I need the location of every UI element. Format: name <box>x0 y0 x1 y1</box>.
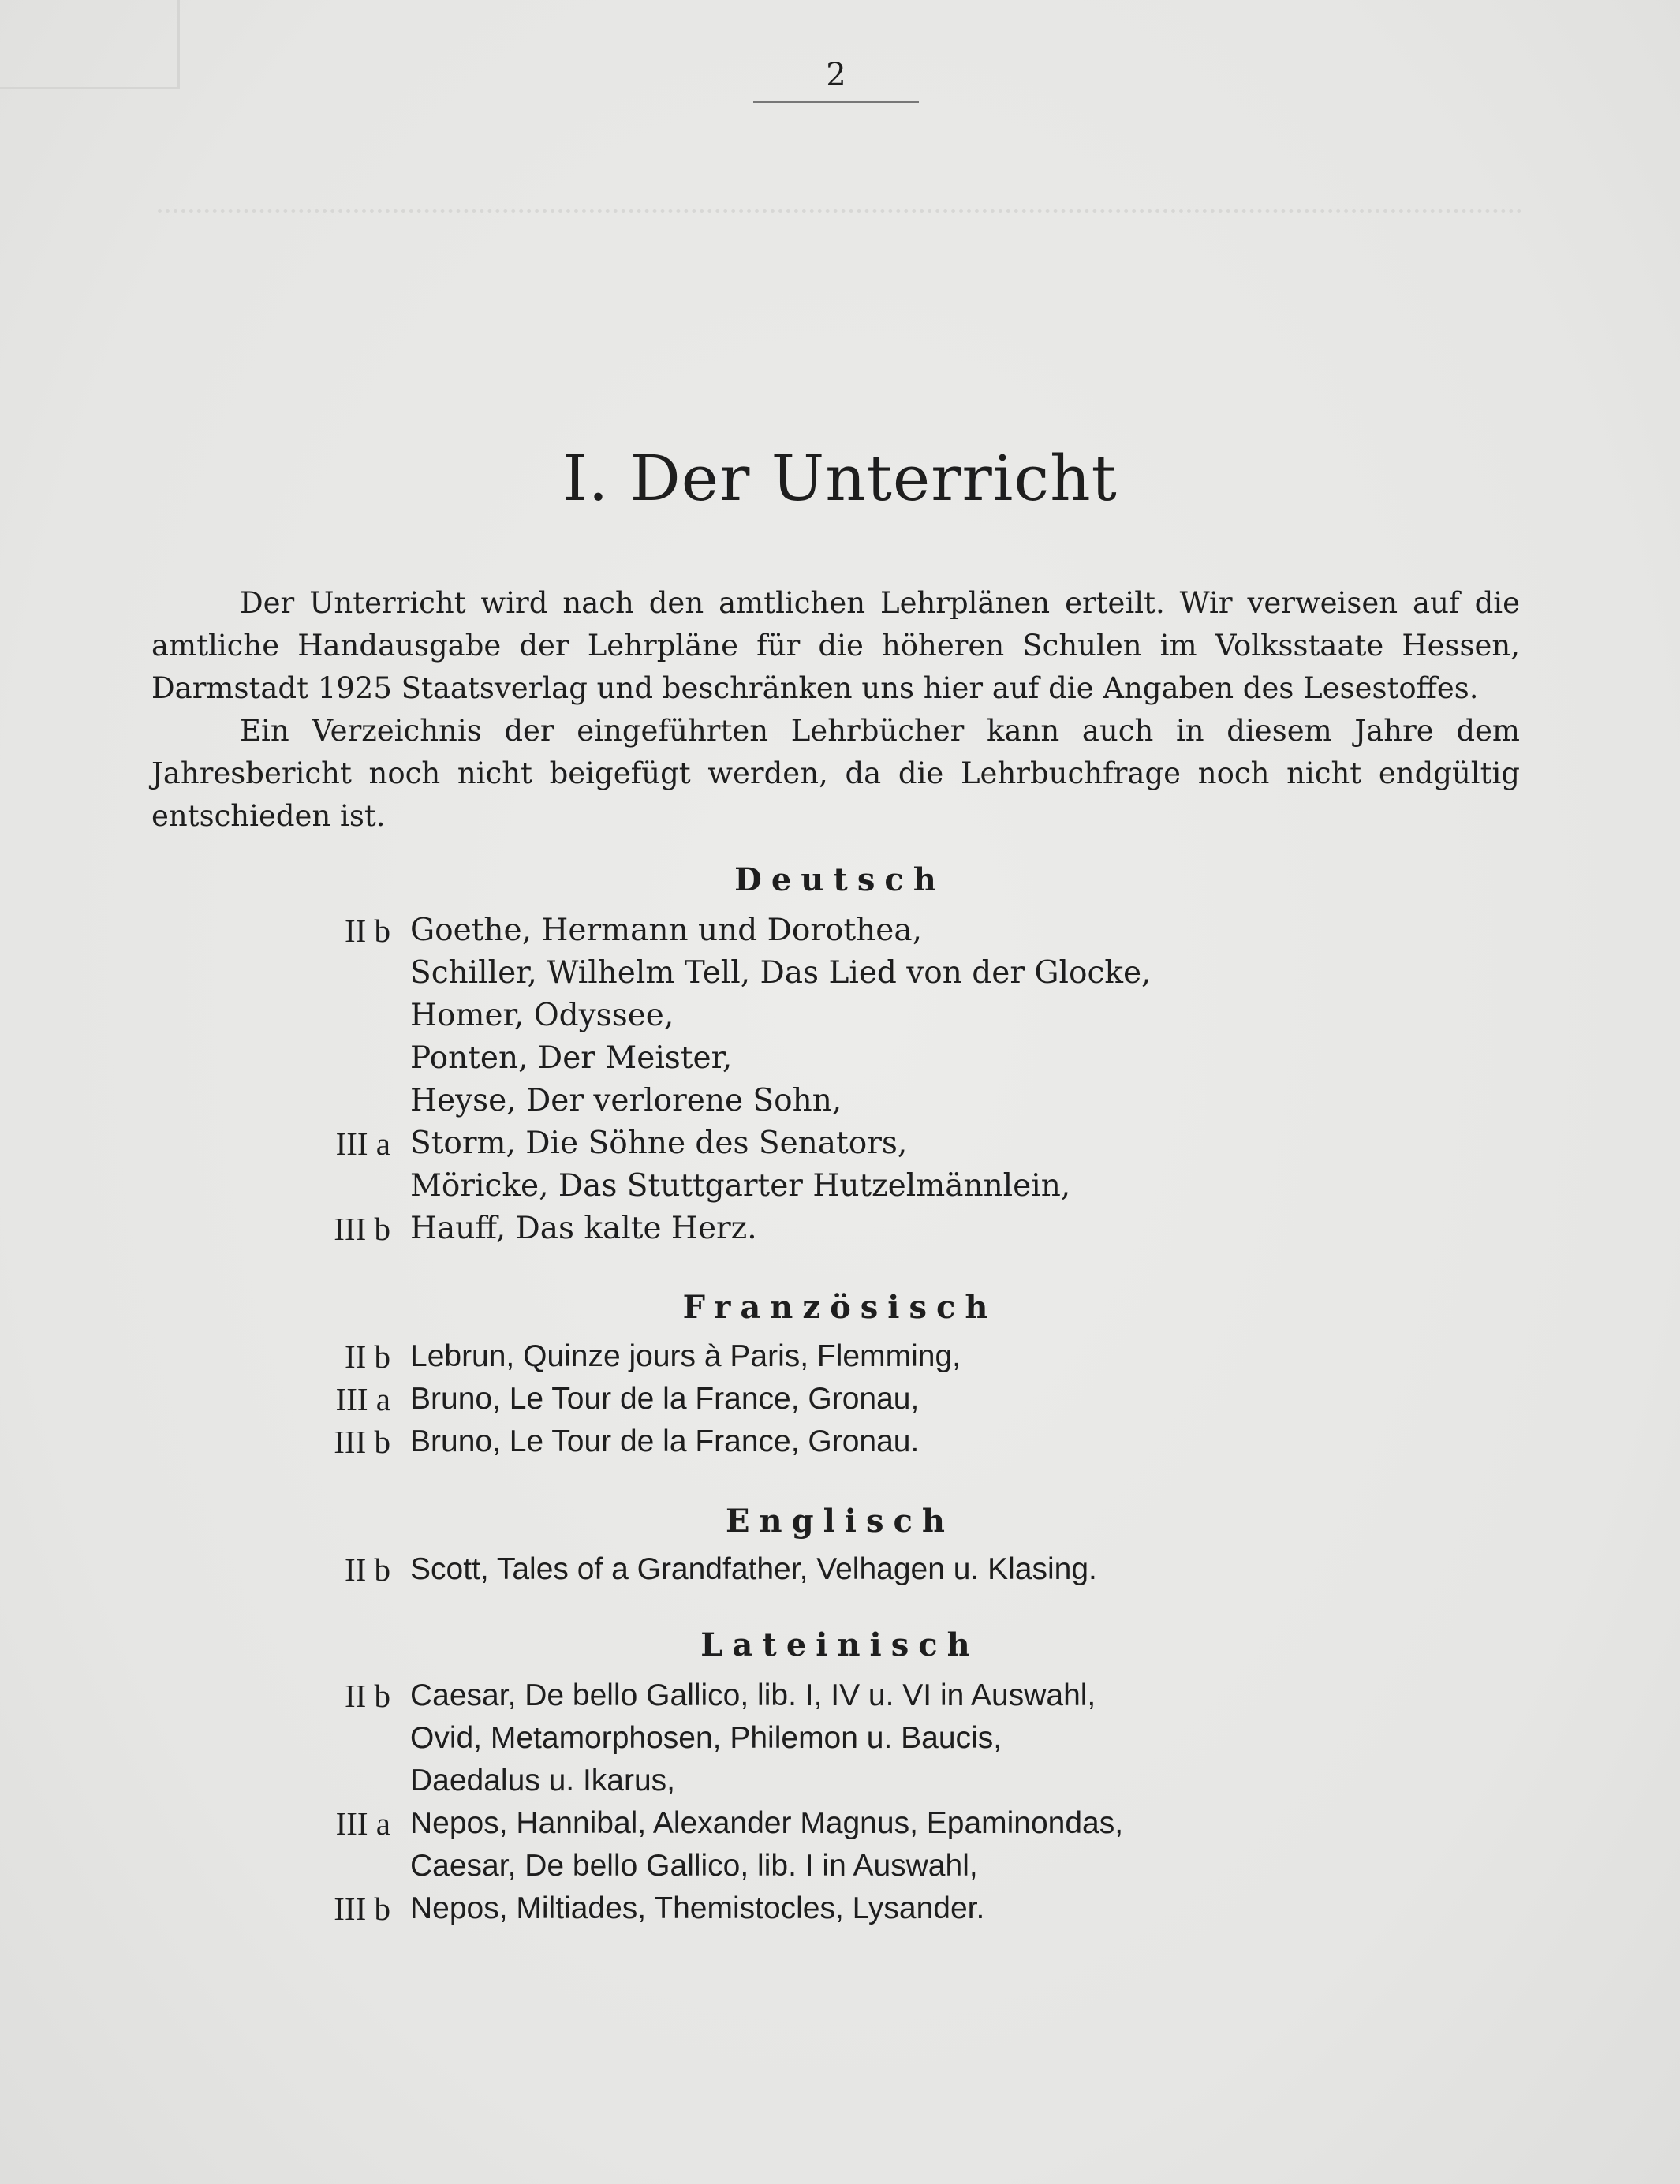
intro-text <box>151 582 1520 838</box>
reading-entry <box>0 1887 1680 1930</box>
reading-entry <box>0 1845 1680 1887</box>
class-label: II b <box>344 1678 390 1714</box>
class-label: III b <box>334 1211 390 1247</box>
reading-entry <box>0 1208 1680 1250</box>
reading-entry <box>0 1717 1680 1760</box>
class-label: II b <box>344 1338 390 1375</box>
reading-entry <box>0 1548 1680 1591</box>
reading-text: Möricke, Das Stuttgarter Hutzelmännlein, <box>410 1168 1071 1204</box>
reading-text: Hauff, Das kalte Herz. <box>410 1211 757 1246</box>
section-heading-englisch: Englisch <box>726 1503 954 1540</box>
reading-text: Homer, Odyssee, <box>410 998 674 1033</box>
reading-text: Caesar, De bello Gallico, lib. I in Auswahl, <box>410 1849 978 1883</box>
reading-text: Bruno, Le Tour de la France, Gronau, <box>410 1382 920 1416</box>
page-number-rule <box>753 101 919 103</box>
section-heading-deutsch: Deutsch <box>734 861 946 898</box>
reading-text: Ponten, Der Meister, <box>410 1040 733 1076</box>
class-label: III a <box>335 1126 390 1162</box>
reading-entry <box>0 1421 1680 1463</box>
reading-text: Bruno, Le Tour de la France, Gronau. <box>410 1424 920 1458</box>
reading-text: Storm, Die Söhne des Senators, <box>410 1126 908 1161</box>
reading-text: Ovid, Metamorphosen, Philemon u. Baucis, <box>410 1721 1002 1755</box>
reading-entry <box>0 1165 1680 1208</box>
class-label: II b <box>344 913 390 949</box>
class-label: III b <box>334 1424 390 1460</box>
class-label: III a <box>335 1381 390 1417</box>
class-label: II b <box>344 1551 390 1588</box>
library-stamp-shadow <box>0 0 180 89</box>
reading-entry <box>0 1122 1680 1165</box>
reading-entry <box>0 952 1680 995</box>
reading-entry <box>0 1080 1680 1122</box>
reading-entry <box>0 1037 1680 1080</box>
page-number: 2 <box>826 57 846 93</box>
section-heading-lateinisch: Lateinisch <box>700 1626 980 1663</box>
reading-entry <box>0 1674 1680 1717</box>
reading-text: Schiller, Wilhelm Tell, Das Lied von der Glocke, <box>410 955 1152 991</box>
class-label: III b <box>334 1891 390 1927</box>
section-heading-franzoesisch: Französisch <box>682 1289 998 1326</box>
reading-text: Lebrun, Quinze jours à Paris, Flemming, <box>410 1339 961 1373</box>
reading-text: Daedalus u. Ikarus, <box>410 1764 676 1798</box>
reading-text: Goethe, Hermann und Dorothea, <box>410 913 922 948</box>
reading-text: Scott, Tales of a Grandfather, Velhagen u. Klasing. <box>410 1552 1097 1586</box>
reading-entry <box>0 995 1680 1037</box>
reading-text: Heyse, Der verlorene Sohn, <box>410 1083 842 1118</box>
page-title: I. Der Unterricht <box>562 442 1118 515</box>
intro-paragraph: Ein Verzeichnis der eingeführten Lehrbücher kann auch in diesem Jahre dem Jahresbericht noch nicht beigefügt werden, da die Lehrbuchfrage noch nicht endgültig entschieden ist. <box>151 714 1520 833</box>
reading-entry <box>0 1378 1680 1421</box>
ghost-dotted-rule <box>158 209 1522 213</box>
reading-text: Nepos, Hannibal, Alexander Magnus, Epaminondas, <box>410 1806 1124 1840</box>
reading-text: Nepos, Miltiades, Themistocles, Lysander. <box>410 1891 985 1925</box>
intro-paragraph: Der Unterricht wird nach den amtlichen Lehrplänen erteilt. Wir verweisen auf die amtliche Handausgabe der Lehrpläne für die höheren Schulen im Volksstaate Hessen, Darmstadt 1925 Staatsverlag und beschränken uns hier auf die Angaben des Lesestoffes. <box>151 586 1520 705</box>
reading-entry <box>0 1760 1680 1802</box>
reading-entry <box>0 909 1680 952</box>
reading-entry <box>0 1335 1680 1378</box>
reading-text: Caesar, De bello Gallico, lib. I, IV u. VI in Auswahl, <box>410 1678 1096 1712</box>
class-label: III a <box>335 1805 390 1842</box>
reading-entry <box>0 1802 1680 1845</box>
